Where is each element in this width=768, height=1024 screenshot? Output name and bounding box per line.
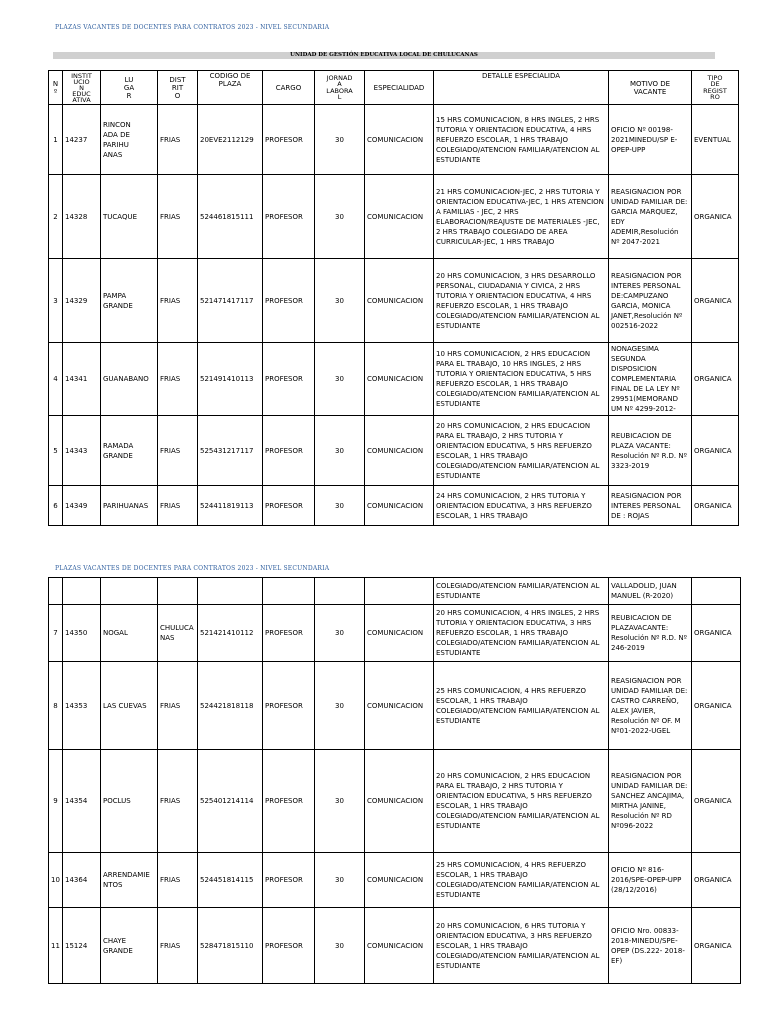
cell-cargo: PROFESOR [263, 343, 315, 416]
cell-codigo-plaza: 525431217117 [198, 416, 263, 486]
cell-especialidad: COMUNICACION [365, 662, 434, 750]
cell-jornada: 30 [315, 343, 365, 416]
cell-especialidad: COMUNICACION [365, 486, 434, 526]
header-distrito: DIST RIT O [158, 71, 198, 105]
header-motivo: MOTIVO DE VACANTE [609, 71, 692, 105]
cell-institucion: 14341 [63, 343, 101, 416]
cell-distrito: FRIAS [158, 175, 198, 259]
cell-lugar: POCLUS [101, 750, 158, 853]
cell-lugar: RAMADA GRANDE [101, 416, 158, 486]
cell-tipo-registro: ORGANICA [692, 853, 741, 908]
cell-motivo: REASIGNACION POR UNIDAD FAMILIAR DE: GARCIA MARQUEZ, EDY ADEMIR,Resolución Nº 2047-2021 [609, 175, 692, 259]
cell-jornada: 30 [315, 175, 365, 259]
cell-cargo: PROFESOR [263, 105, 315, 175]
vacancies-table-page-1 [48, 70, 739, 526]
cell-motivo: NONAGESIMA SEGUNDA DISPOSICION COMPLEMENTARIA FINAL DE LA LEY Nº 29951(MEMORAND UM Nº 4299-2012- [609, 343, 692, 416]
ugel-title-bar: UNIDAD DE GESTIÓN EDUCATIVA LOCAL DE CHULUCANAS [53, 52, 715, 59]
table-row [49, 908, 741, 984]
cell-motivo: REASIGNACION POR INTERES PERSONAL DE : ROJAS [609, 486, 692, 526]
cell-tipo-registro: ORGANICA [692, 908, 741, 984]
cell-num: 1 [49, 105, 63, 175]
cell-detalle: 21 HRS COMUNICACION-JEC, 2 HRS TUTORIA Y ORIENTACION EDUCATIVA-JEC, 1 HRS ATENCION A FAMILIAS - JEC, 2 HRS ELABORACION/REAJUSTE DE MATERIALES -JEC, 2 HRS TRABAJO COLEGIADO DE AREA CURRICULAR-JEC, 1 HRS TRABAJO [434, 175, 609, 259]
cell-empty [49, 578, 63, 605]
cell-detalle: 15 HRS COMUNICACION, 8 HRS INGLES, 2 HRS TUTORIA Y ORIENTACION EDUCATIVA, 4 HRS REFUERZO ESCOLAR, 1 HRS TRABAJO COLEGIADO/ATENCION FAMILIAR/ATENCION AL ESTUDIANTE [434, 105, 609, 175]
cell-tipo-registro: EVENTUAL [692, 105, 739, 175]
header-jornada: JORNAD A LABORA L [315, 71, 365, 105]
continuation-row [49, 578, 741, 605]
cell-lugar: NOGAL [101, 605, 158, 662]
cell-num: 9 [49, 750, 63, 853]
cell-num: 6 [49, 486, 63, 526]
cell-cargo: PROFESOR [263, 486, 315, 526]
cell-jornada: 30 [315, 908, 365, 984]
cell-tipo-registro: ORGANICA [692, 605, 741, 662]
cell-tipo-registro: ORGANICA [692, 486, 739, 526]
cell-cargo: PROFESOR [263, 908, 315, 984]
cell-cargo: PROFESOR [263, 662, 315, 750]
cell-lugar: ARRENDAMIE NTOS [101, 853, 158, 908]
cell-jornada: 30 [315, 486, 365, 526]
document-title-page-2: PLAZAS VACANTES DE DOCENTES PARA CONTRATOS 2023 - NIVEL SECUNDARIA [55, 565, 330, 572]
cell-codigo-plaza: 20EVE2112129 [198, 105, 263, 175]
cell-institucion: 14329 [63, 259, 101, 343]
cell-especialidad: COMUNICACION [365, 416, 434, 486]
vacancies-table-page-2 [48, 577, 741, 984]
cell-cargo: PROFESOR [263, 416, 315, 486]
cell-tipo-registro: ORGANICA [692, 416, 739, 486]
cell-empty [101, 578, 158, 605]
cell-detalle: 20 HRS COMUNICACION, 2 HRS EDUCACION PARA EL TRABAJO, 2 HRS TUTORIA Y ORIENTACION EDUCATIVA, 5 HRS REFUERZO ESCOLAR, 1 HRS TRABAJO COLEGIADO/ATENCION FAMILIAR/ATENCION AL ESTUDIANTE [434, 750, 609, 853]
cell-institucion: 14237 [63, 105, 101, 175]
cell-distrito: FRIAS [158, 853, 198, 908]
cell-empty [692, 578, 741, 605]
cell-num: 4 [49, 343, 63, 416]
cell-codigo-plaza: 524411819113 [198, 486, 263, 526]
document-title: PLAZAS VACANTES DE DOCENTES PARA CONTRATOS 2023 - NIVEL SECUNDARIA [55, 24, 330, 31]
table-row [49, 605, 741, 662]
cell-motivo: REUBICACION DE PLAZAVACANTE: Resolución Nº R.D. Nº 246-2019 [609, 605, 692, 662]
cell-motivo: OFICIO Nº 816-2016/SPE-OPEP-UPP (28/12/2016) [609, 853, 692, 908]
cell-empty [198, 578, 263, 605]
cell-detalle: 10 HRS COMUNICACION, 2 HRS EDUCACION PARA EL TRABAJO, 10 HRS INGLES, 2 HRS TUTORIA Y ORIENTACION EDUCATIVA, 5 HRS REFUERZO ESCOLAR, 1 HRS TRABAJO COLEGIADO/ATENCION FAMILIAR/ATENCION AL ESTUDIANTE [434, 343, 609, 416]
cell-num: 11 [49, 908, 63, 984]
cell-cargo: PROFESOR [263, 259, 315, 343]
cell-lugar: LAS CUEVAS [101, 662, 158, 750]
cell-motivo: REASIGNACION POR UNIDAD FAMILIAR DE: SANCHEZ ANCAJIMA, MIRTHA JANINE, Resolución Nº RD Nº096-2022 [609, 750, 692, 853]
cell-especialidad: COMUNICACION [365, 853, 434, 908]
cell-jornada: 30 [315, 662, 365, 750]
header-especialidad: ESPECIALIDAD [365, 71, 434, 105]
cell-empty [63, 578, 101, 605]
table-row [49, 259, 739, 343]
cell-jornada: 30 [315, 105, 365, 175]
cell-institucion: 14364 [63, 853, 101, 908]
cell-codigo-plaza: 521471417117 [198, 259, 263, 343]
cell-lugar: CHAYE GRANDE [101, 908, 158, 984]
cell-distrito: FRIAS [158, 750, 198, 853]
cell-institucion: 14349 [63, 486, 101, 526]
cell-lugar: TUCAQUE [101, 175, 158, 259]
cell-codigo-plaza: 525401214114 [198, 750, 263, 853]
cell-codigo-plaza: 521421410112 [198, 605, 263, 662]
cell-cargo: PROFESOR [263, 750, 315, 853]
cell-cargo: PROFESOR [263, 605, 315, 662]
cell-lugar: PARIHUANAS [101, 486, 158, 526]
cell-num: 2 [49, 175, 63, 259]
header-institucion: INSTIT UCIO N EDUC ATIVA [63, 71, 101, 105]
cell-num: 5 [49, 416, 63, 486]
cell-distrito: FRIAS [158, 416, 198, 486]
cell-distrito: FRIAS [158, 105, 198, 175]
cell-institucion: 14350 [63, 605, 101, 662]
cell-jornada: 30 [315, 259, 365, 343]
cell-motivo: OFICIO Nro. 00833-2018-MINEDU/SPE-OPEP (DS.222- 2018-EF) [609, 908, 692, 984]
cell-empty [365, 578, 434, 605]
cell-institucion: 14328 [63, 175, 101, 259]
cell-lugar: RINCON ADA DE PARIHU ANAS [101, 105, 158, 175]
cell-detalle: 25 HRS COMUNICACION, 4 HRS REFUERZO ESCOLAR, 1 HRS TRABAJO COLEGIADO/ATENCION FAMILIAR/ATENCION AL ESTUDIANTE [434, 853, 609, 908]
cell-tipo-registro: ORGANICA [692, 750, 741, 853]
cell-num: 7 [49, 605, 63, 662]
cell-lugar: PAMPA GRANDE [101, 259, 158, 343]
header-codigo-plaza: CODIGO DE PLAZA [198, 71, 263, 105]
table-row [49, 175, 739, 259]
cell-especialidad: COMUNICACION [365, 259, 434, 343]
cell-tipo-registro: ORGANICA [692, 662, 741, 750]
cell-especialidad: COMUNICACION [365, 105, 434, 175]
cell-codigo-plaza: 524451814115 [198, 853, 263, 908]
cell-tipo-registro: ORGANICA [692, 259, 739, 343]
cell-jornada: 30 [315, 416, 365, 486]
table-header-row [49, 71, 739, 105]
cell-motivo-continued: VALLADOLID, JUAN MANUEL (R-2020) [609, 578, 692, 605]
header-num: N º [49, 71, 63, 105]
cell-jornada: 30 [315, 853, 365, 908]
cell-detalle: 20 HRS COMUNICACION, 3 HRS DESARROLLO PERSONAL, CIUDADANIA Y CIVICA, 2 HRS TUTORIA Y ORIENTACION EDUCATIVA, 4 HRS REFUERZO ESCOLAR, 1 HRS TRABAJO COLEGIADO/ATENCION FAMILIAR/ATENCION AL ESTUDIANTE [434, 259, 609, 343]
cell-distrito: FRIAS [158, 343, 198, 416]
cell-motivo: REASIGNACION POR UNIDAD FAMILIAR DE: CASTRO CARREÑO, ALEX JAVIER, Resolución Nº OF. M Nº01-2022-UGEL [609, 662, 692, 750]
cell-detalle: 25 HRS COMUNICACION, 4 HRS REFUERZO ESCOLAR, 1 HRS TRABAJO COLEGIADO/ATENCION FAMILIAR/ATENCION AL ESTUDIANTE [434, 662, 609, 750]
cell-codigo-plaza: 528471815110 [198, 908, 263, 984]
cell-institucion: 14353 [63, 662, 101, 750]
cell-distrito: FRIAS [158, 486, 198, 526]
cell-tipo-registro: ORGANICA [692, 175, 739, 259]
cell-especialidad: COMUNICACION [365, 750, 434, 853]
cell-motivo: REUBICACION DE PLAZA VACANTE: Resolución Nº R.D. Nº 3323-2019 [609, 416, 692, 486]
cell-empty [315, 578, 365, 605]
table-row [49, 416, 739, 486]
cell-detalle-continued: COLEGIADO/ATENCION FAMILIAR/ATENCION AL ESTUDIANTE [434, 578, 609, 605]
table-row [49, 853, 741, 908]
cell-num: 3 [49, 259, 63, 343]
table-row [49, 750, 741, 853]
cell-detalle: 20 HRS COMUNICACION, 6 HRS TUTORIA Y ORIENTACION EDUCATIVA, 3 HRS REFUERZO ESCOLAR, 1 HRS TRABAJO COLEGIADO/ATENCION FAMILIAR/ATENCION AL ESTUDIANTE [434, 908, 609, 984]
cell-especialidad: COMUNICACION [365, 908, 434, 984]
cell-cargo: PROFESOR [263, 853, 315, 908]
cell-distrito: FRIAS [158, 662, 198, 750]
cell-codigo-plaza: 524421818118 [198, 662, 263, 750]
header-tipo-registro: TIPO DE REGIST RO [692, 71, 739, 105]
cell-institucion: 14354 [63, 750, 101, 853]
header-lugar: LU GA R [101, 71, 158, 105]
cell-num: 10 [49, 853, 63, 908]
cell-cargo: PROFESOR [263, 175, 315, 259]
cell-especialidad: COMUNICACION [365, 343, 434, 416]
cell-distrito: FRIAS [158, 259, 198, 343]
cell-tipo-registro: ORGANICA [692, 343, 739, 416]
table-row [49, 343, 739, 416]
cell-empty [263, 578, 315, 605]
cell-especialidad: COMUNICACION [365, 605, 434, 662]
cell-distrito: CHULUCA NAS [158, 605, 198, 662]
cell-codigo-plaza: 524461815111 [198, 175, 263, 259]
table-row [49, 662, 741, 750]
header-cargo: CARGO [263, 71, 315, 105]
cell-empty [158, 578, 198, 605]
header-detalle: DETALLE ESPECIALIDA [434, 71, 609, 105]
cell-num: 8 [49, 662, 63, 750]
table-row [49, 486, 739, 526]
cell-distrito: FRIAS [158, 908, 198, 984]
cell-motivo: REASIGNACION POR INTERES PERSONAL DE:CAMPUZANO GARCIA, MONICA JANET,Resolución Nº 002516-2022 [609, 259, 692, 343]
table-row [49, 105, 739, 175]
cell-institucion: 14343 [63, 416, 101, 486]
cell-codigo-plaza: 521491410113 [198, 343, 263, 416]
cell-especialidad: COMUNICACION [365, 175, 434, 259]
cell-jornada: 30 [315, 750, 365, 853]
cell-institucion: 15124 [63, 908, 101, 984]
cell-lugar: GUANABANO [101, 343, 158, 416]
cell-detalle: 20 HRS COMUNICACION, 2 HRS EDUCACION PARA EL TRABAJO, 2 HRS TUTORIA Y ORIENTACION EDUCATIVA, 5 HRS REFUERZO ESCOLAR, 1 HRS TRABAJO COLEGIADO/ATENCION FAMILIAR/ATENCION AL ESTUDIANTE [434, 416, 609, 486]
cell-detalle: 20 HRS COMUNICACION, 4 HRS INGLES, 2 HRS TUTORIA Y ORIENTACION EDUCATIVA, 3 HRS REFUERZO ESCOLAR, 1 HRS TRABAJO COLEGIADO/ATENCION FAMILIAR/ATENCION AL ESTUDIANTE [434, 605, 609, 662]
cell-detalle: 24 HRS COMUNICACION, 2 HRS TUTORIA Y ORIENTACION EDUCATIVA, 3 HRS REFUERZO ESCOLAR, 1 HRS TRABAJO [434, 486, 609, 526]
cell-jornada: 30 [315, 605, 365, 662]
cell-motivo: OFICIO Nº 00198-2021MINEDU/SP E-OPEP-UPP [609, 105, 692, 175]
